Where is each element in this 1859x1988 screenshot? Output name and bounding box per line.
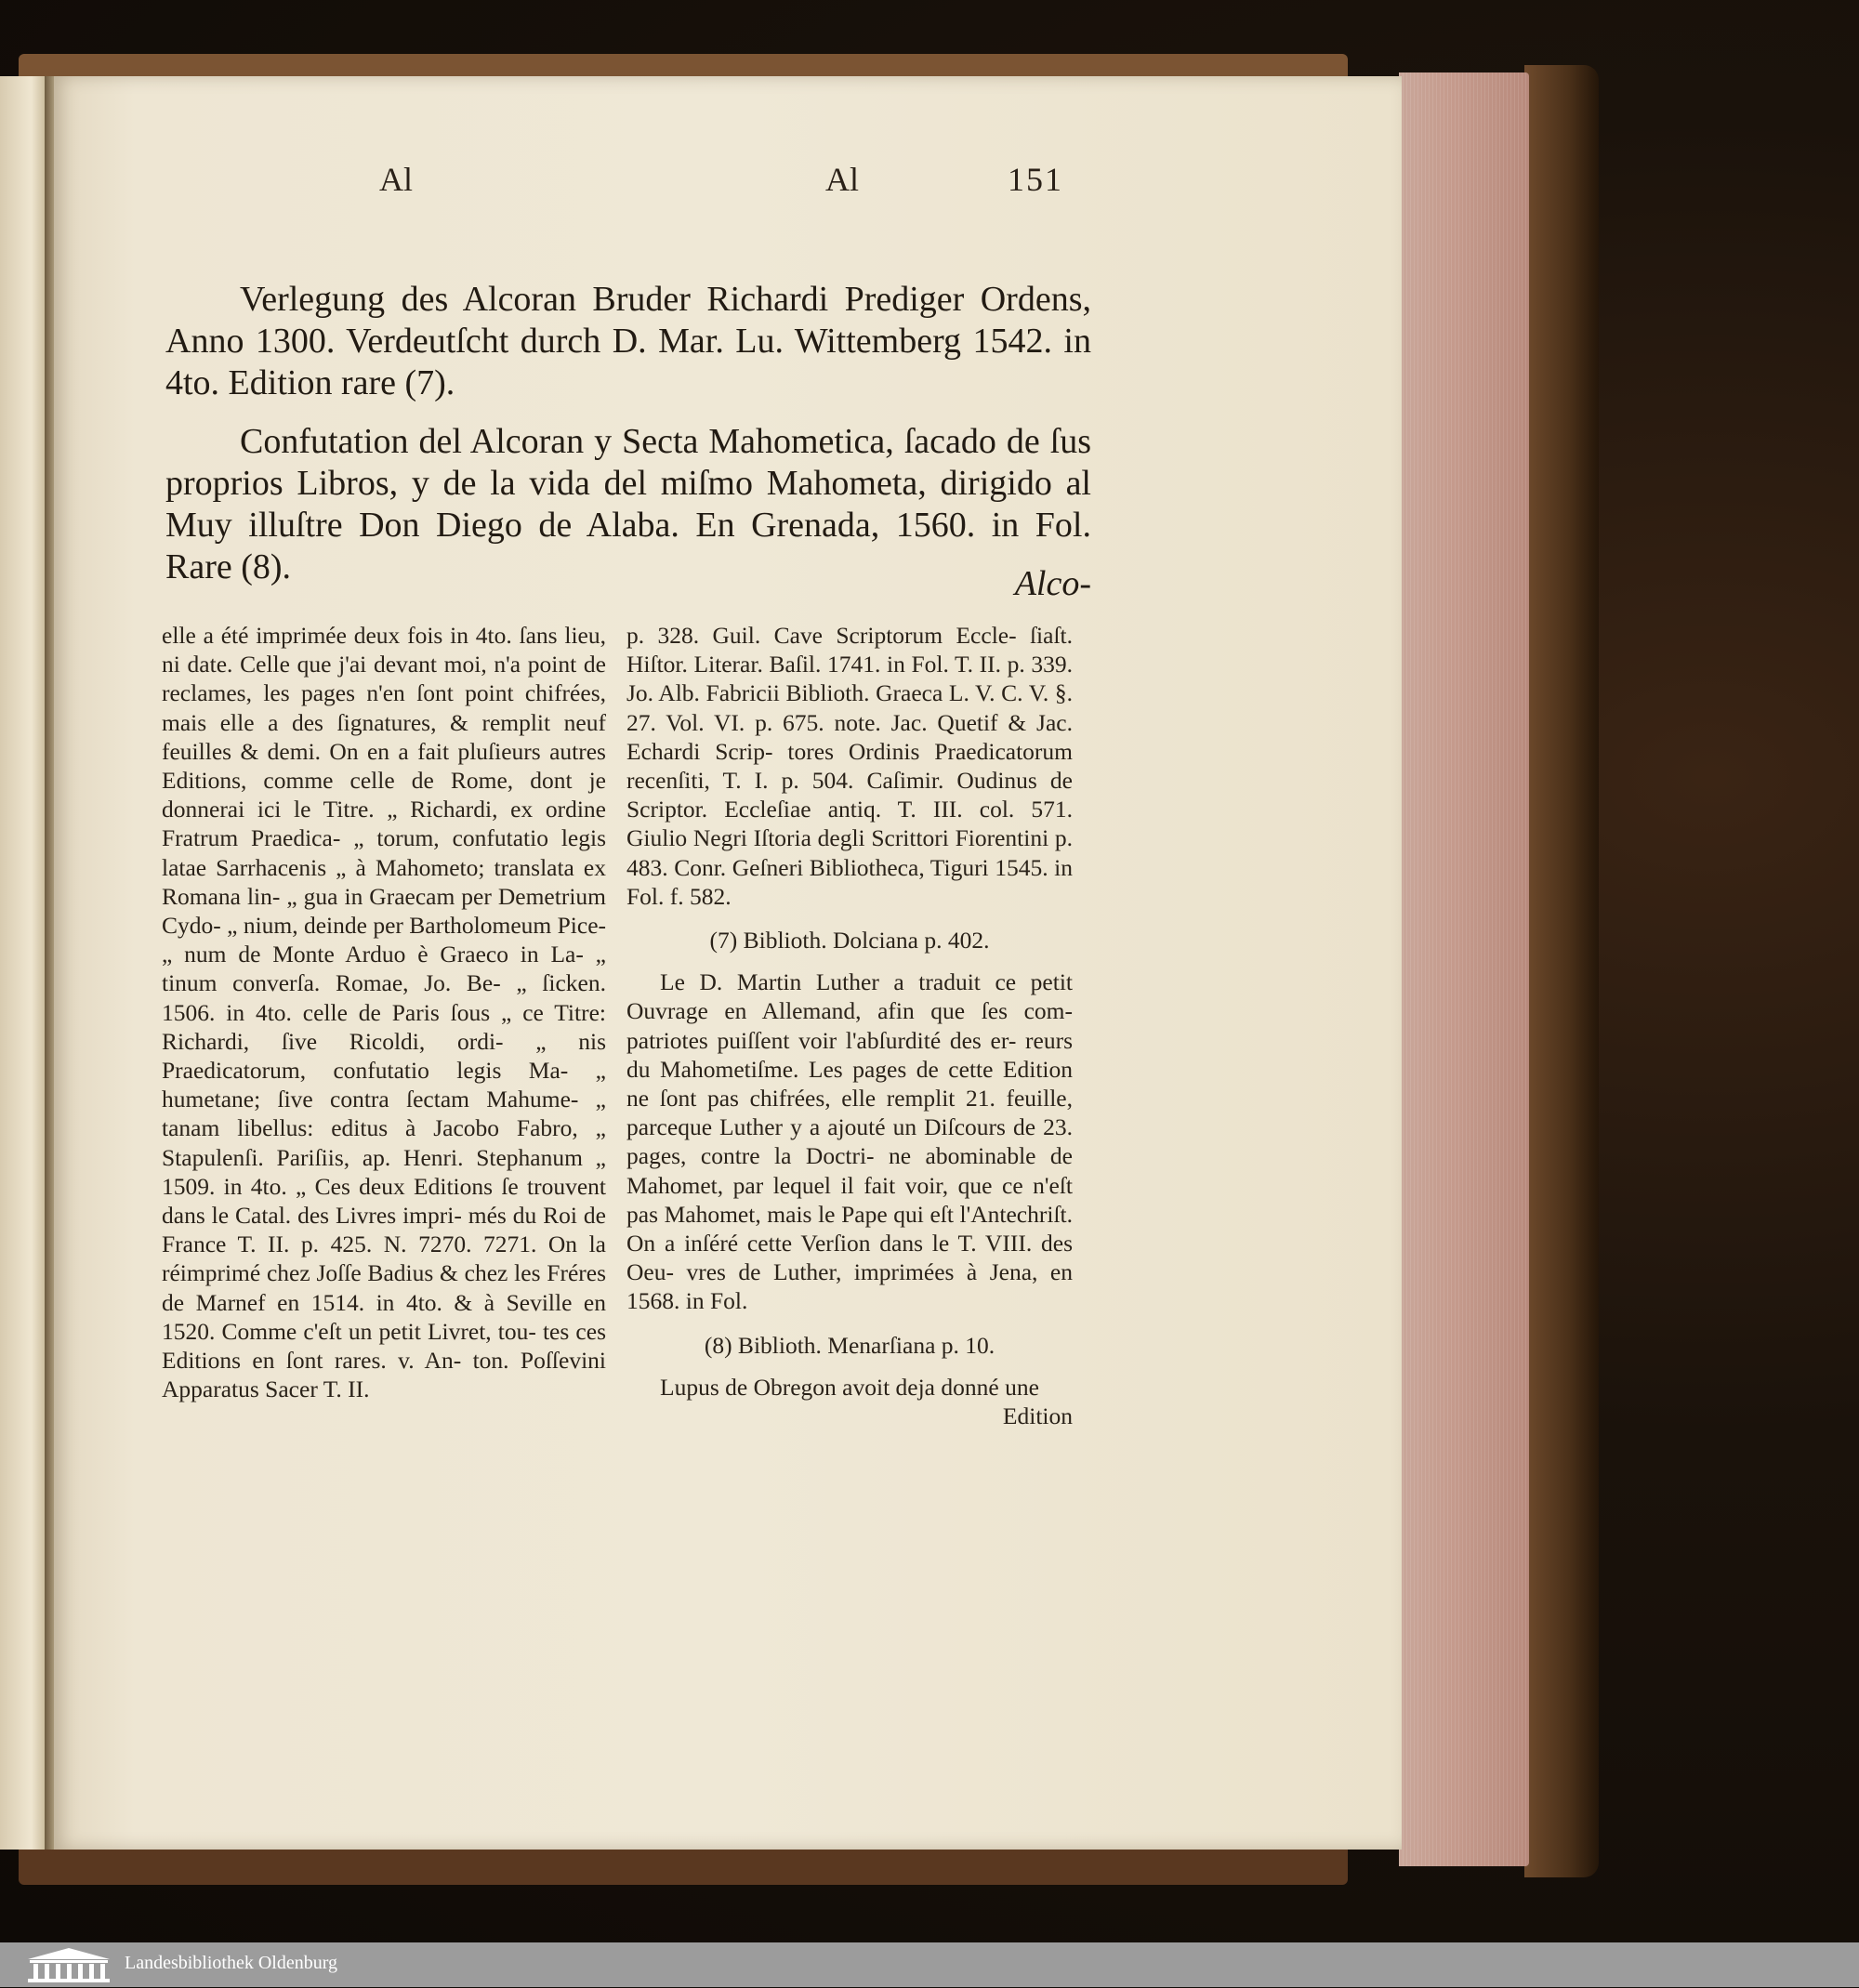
right-column-part3: Lupus de Obregon avoit deja donné une bbox=[660, 1373, 1039, 1401]
footnote-column-right bbox=[626, 621, 1073, 1430]
library-building-icon bbox=[22, 1946, 115, 1988]
catchword-main: Alco- bbox=[1014, 564, 1091, 603]
catchword-footnote: Edition bbox=[1002, 1402, 1073, 1430]
page-edges bbox=[1399, 72, 1529, 1866]
footnote-column-left bbox=[162, 621, 606, 1403]
library-name[interactable]: Landesbibliothek Oldenburg bbox=[125, 1953, 338, 1973]
right-column-part1: p. 328. Guil. Cave Scriptorum Eccle- ſiaſt. Hiſtor. Literar. Baſil. 1741. in Fol. T. II. p. 339. Jo. Alb. Fabricii Biblioth. Graeca L. V. C. V. §. 27. Vol. VI. p. 675. note. Jac. Quetif & Jac. Echardi Scrip- tores Ordinis Praedicatorum recenſiti, T. I. p. 504. Caſimir. Oudinus de Scriptor. Eccleſiae antiq. T. III. col. 571. Giulio Negri Iſtoria degli Scrittori Fiorentini p. 483. Conr. Geſneri Bibliotheca, Tiguri 1545. in Fol. f. 582. bbox=[626, 622, 1073, 910]
book-gutter bbox=[45, 76, 54, 1850]
page-number: 151 bbox=[1008, 161, 1063, 198]
running-head-left: Al bbox=[379, 161, 413, 198]
right-column-part2: Le D. Martin Luther a traduit ce petit Ouvrage en Allemand, afin que ſes com- patriotes puiſſent voir l'abſurdité des er- reurs du Mahometiſme. Les pages de cette Edition ne ſont pas chifrées, elle remplit 21. feuille, parceque Luther y a ajouté un Diſcours de 23. pages, contre la Doctri- ne abominable de Mahomet, par lequel il fait voir, que ce n'eſt pas Mahomet, mais le Pape qui eſt l'Antechriſt. On a inſéré cette Verſion dans le T. VIII. des Oeu- vres de Luther, imprimées à Jena, en 1568. in Fol. bbox=[626, 968, 1073, 1315]
main-entries bbox=[165, 279, 1091, 605]
running-head-center: Al bbox=[825, 161, 859, 198]
left-page-sliver bbox=[0, 76, 45, 1850]
entry-confutation: Confutation del Alcoran y Secta Mahometica, ſacado de ſus proprios Libros, y de la vida del miſmo Mahometa, dirigido al Muy illuſtre Don Diego de Alaba. En Grenada, 1560. in Fol. Rare (8). bbox=[165, 422, 1091, 586]
entry-verlegung: Verlegung des Alcoran Bruder Richardi Prediger Ordens, Anno 1300. Verdeutſcht durch D. Mar. Lu. Wittemberg 1542. in 4to. Edition rare (7). bbox=[165, 280, 1091, 402]
footnote-8: (8) Biblioth. Menarſiana p. 10. bbox=[704, 1331, 995, 1359]
footnote-7: (7) Biblioth. Dolciana p. 402. bbox=[709, 927, 990, 955]
left-column-text: elle a été imprimée deux fois in 4to. ſans lieu, ni date. Celle que j'ai devant moi, n'a point de reclames, les pages n'en ſont point chifrées, mais elle a des ſignatures, & remplit neuf feuilles & demi. On en a fait pluſieurs autres Editions, comme celle de Rome, dont je donnerai ici le Titre. „ Richardi, ex ordine Fratrum Praedica- „ torum, confutatio legis latae Sarrhacenis „ à Mahometo; translata ex Romana lin- „ gua in Graecam per Demetrium Cydo- „ nium, deinde per Bartholomeum Pice- „ num de Monte Arduo è Graeco in La- „ tinum converſa. Romae, Jo. Be- „ ſicken. 1506. in 4to. celle de Paris ſous „ ce Titre: Richardi, ſive Ricoldi, ordi- „ nis Praedicatorum, confutatio legis Ma- „ humetane; ſive contra ſectam Mahume- „ tanam libellus: editus à Jacobo Fabro, „ Stapulenſi. Pariſiis, ap. Henri. Stephanum „ 1509. in 4to. „ Ces deux Editions ſe trouvent dans le Catal. des Livres impri- més du Roi de France T. II. p. 425. N. 7270. 7271. On la réimprimé chez Joſſe Badius & chez les Fréres de Marnef en 1514. in 4to. & à Seville en 1520. Comme c'eſt un petit Livret, tou- tes ces Editions en ſont rares. v. An- ton. Poſſevini Apparatus Sacer T. II. bbox=[162, 622, 607, 1403]
footer-bar bbox=[0, 1942, 1859, 1987]
book-board-right bbox=[1524, 65, 1599, 1877]
